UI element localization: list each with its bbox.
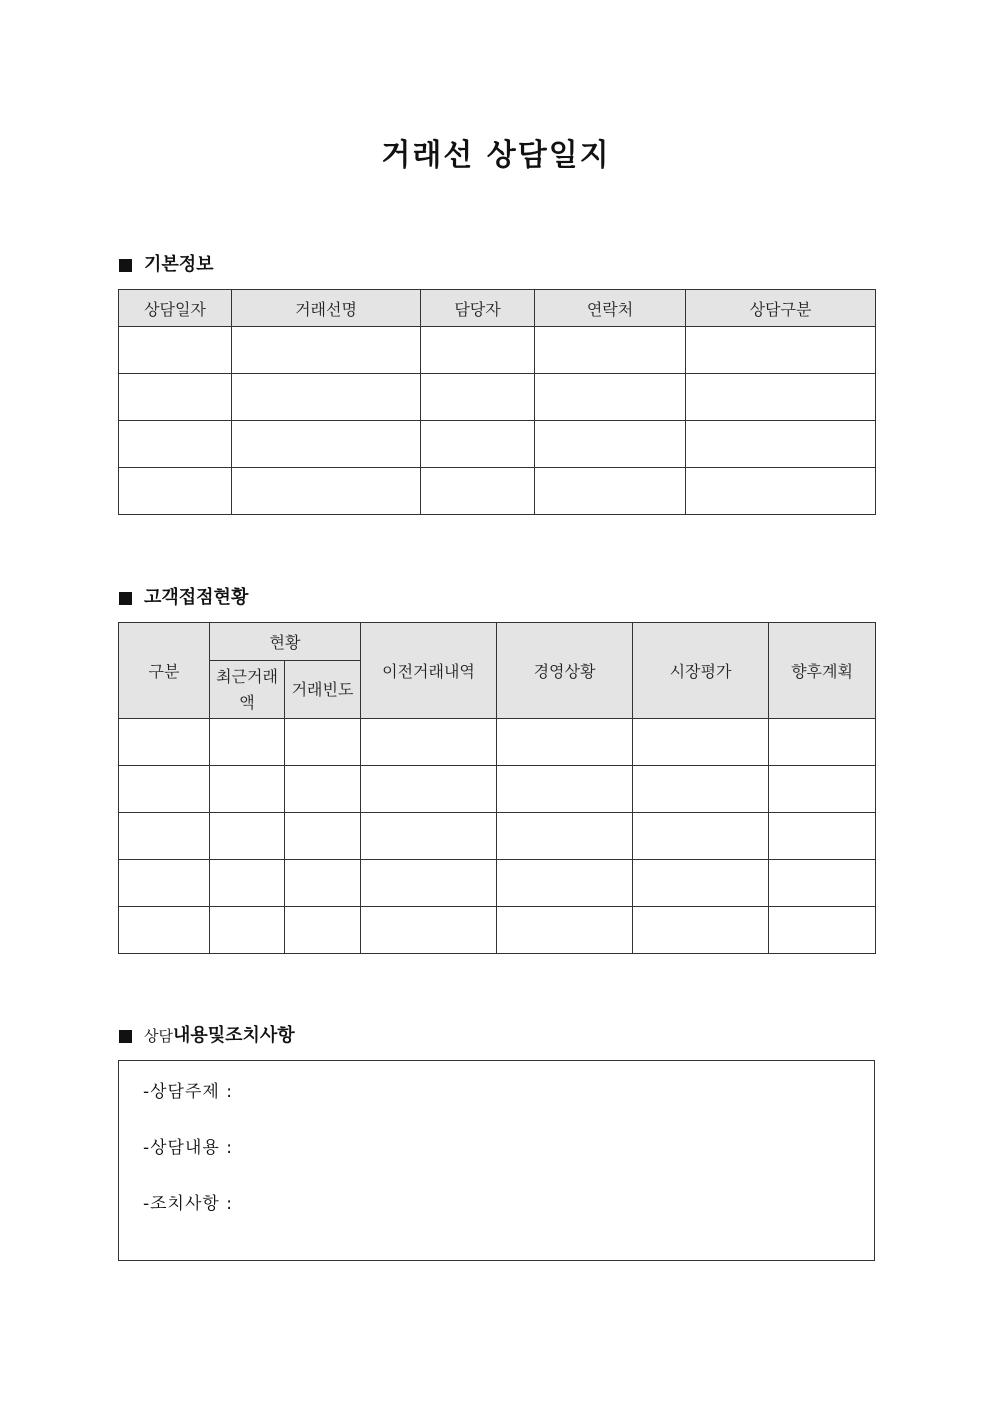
square-bullet-icon: [119, 592, 132, 605]
table-row: [119, 327, 876, 374]
basic-cell[interactable]: [421, 468, 535, 515]
contact-cell[interactable]: [210, 813, 285, 860]
action-items-label: -조치사항 :: [143, 1194, 233, 1214]
basic-cell[interactable]: [119, 421, 232, 468]
document-title: 거래선 상담일지: [381, 138, 611, 173]
basic-cell[interactable]: [686, 421, 876, 468]
basic-cell[interactable]: [686, 374, 876, 421]
basic-cell[interactable]: [232, 421, 421, 468]
basic-cell[interactable]: [535, 327, 686, 374]
basic-cell[interactable]: [686, 468, 876, 515]
table-row: [119, 421, 876, 468]
consultation-box[interactable]: [118, 1060, 875, 1261]
consultation-heading: [119, 1024, 295, 1048]
contact-cell[interactable]: [497, 719, 633, 766]
header-recent-amount: 최근거래액: [210, 661, 285, 719]
contact-cell[interactable]: [119, 860, 210, 907]
table-row: [119, 860, 876, 907]
header-past-details: 이전거래내역: [361, 623, 497, 719]
header-frequency: 거래빈도: [285, 661, 361, 719]
contact-cell[interactable]: [633, 719, 769, 766]
table-row: [119, 468, 876, 515]
contact-cell[interactable]: [285, 766, 361, 813]
basic-info-heading: [119, 253, 214, 277]
contact-cell[interactable]: [361, 766, 497, 813]
contact-status-heading-text: 고객접점현황: [144, 587, 249, 608]
contact-cell[interactable]: [769, 813, 876, 860]
table-row: [119, 374, 876, 421]
header-consult-date: 상담일자: [119, 290, 232, 327]
contact-cell[interactable]: [119, 719, 210, 766]
header-category: 구분: [119, 623, 210, 719]
contact-cell[interactable]: [210, 907, 285, 954]
table-header-row: [119, 290, 876, 327]
contact-cell[interactable]: [285, 860, 361, 907]
basic-cell[interactable]: [535, 421, 686, 468]
header-status-group: 현황: [210, 623, 361, 661]
basic-cell[interactable]: [119, 468, 232, 515]
square-bullet-icon: [119, 1030, 132, 1043]
contact-cell[interactable]: [361, 813, 497, 860]
contact-cell[interactable]: [119, 813, 210, 860]
contact-cell[interactable]: [497, 766, 633, 813]
contact-cell[interactable]: [769, 860, 876, 907]
contact-cell[interactable]: [361, 907, 497, 954]
header-client-name: 거래선명: [232, 290, 421, 327]
basic-cell[interactable]: [686, 327, 876, 374]
consultation-heading-prefix: 상담: [144, 1027, 173, 1045]
header-consult-type: 상담구분: [686, 290, 876, 327]
consultation-heading-text: 내용및조치사항: [172, 1025, 295, 1046]
header-contact: 연락처: [535, 290, 686, 327]
basic-cell[interactable]: [232, 374, 421, 421]
contact-cell[interactable]: [285, 813, 361, 860]
contact-cell[interactable]: [769, 719, 876, 766]
contact-status-table: [118, 622, 876, 954]
basic-cell[interactable]: [535, 468, 686, 515]
basic-cell[interactable]: [232, 327, 421, 374]
contact-cell[interactable]: [497, 860, 633, 907]
contact-cell[interactable]: [633, 860, 769, 907]
contact-cell[interactable]: [497, 907, 633, 954]
contact-cell[interactable]: [769, 766, 876, 813]
contact-cell[interactable]: [497, 813, 633, 860]
header-management: 경영상황: [497, 623, 633, 719]
basic-info-heading-text: 기본정보: [144, 254, 214, 275]
consult-topic-label: -상담주제 :: [143, 1082, 233, 1102]
basic-cell[interactable]: [421, 374, 535, 421]
contact-cell[interactable]: [633, 766, 769, 813]
table-row: [119, 766, 876, 813]
contact-cell[interactable]: [769, 907, 876, 954]
contact-status-heading: [119, 586, 248, 610]
table-row: [119, 813, 876, 860]
contact-cell[interactable]: [361, 719, 497, 766]
table-row: [119, 907, 876, 954]
basic-cell[interactable]: [232, 468, 421, 515]
contact-cell[interactable]: [119, 907, 210, 954]
basic-cell[interactable]: [119, 374, 232, 421]
basic-cell[interactable]: [421, 421, 535, 468]
contact-cell[interactable]: [210, 766, 285, 813]
square-bullet-icon: [119, 259, 132, 272]
consult-content-label: -상담내용 :: [143, 1138, 233, 1158]
contact-cell[interactable]: [210, 719, 285, 766]
table-header-row: [119, 623, 876, 661]
contact-cell[interactable]: [361, 860, 497, 907]
contact-cell[interactable]: [285, 907, 361, 954]
basic-cell[interactable]: [119, 327, 232, 374]
contact-cell[interactable]: [119, 766, 210, 813]
header-market-eval: 시장평가: [633, 623, 769, 719]
contact-cell[interactable]: [210, 860, 285, 907]
table-row: [119, 719, 876, 766]
contact-cell[interactable]: [285, 719, 361, 766]
contact-cell[interactable]: [633, 907, 769, 954]
basic-cell[interactable]: [535, 374, 686, 421]
basic-cell[interactable]: [421, 327, 535, 374]
header-future-plan: 향후계획: [769, 623, 876, 719]
contact-cell[interactable]: [633, 813, 769, 860]
header-manager: 담당자: [421, 290, 535, 327]
basic-info-table: [118, 289, 876, 515]
